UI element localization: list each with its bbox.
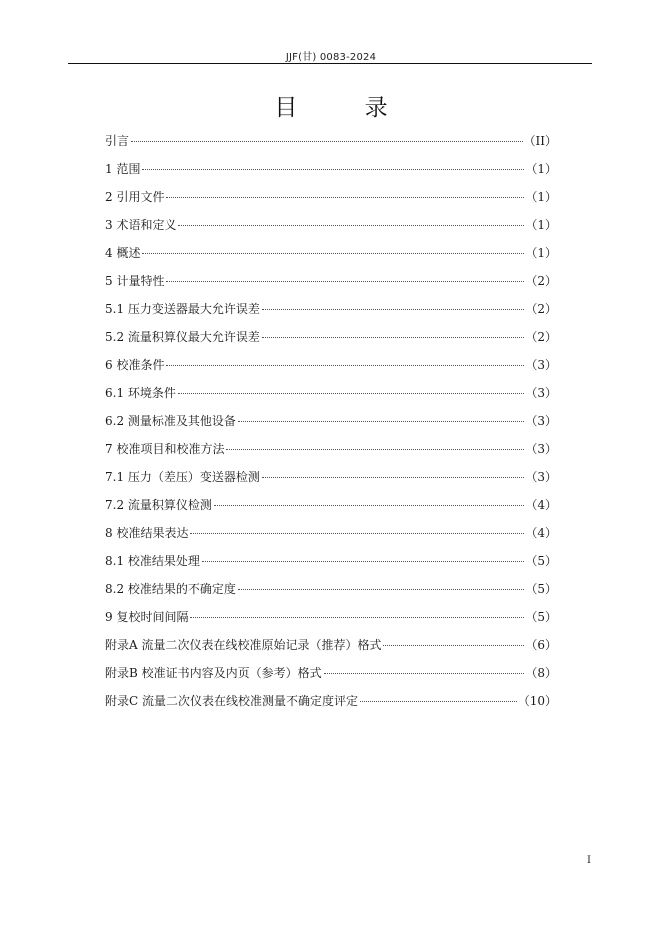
dot-leader	[360, 701, 517, 702]
toc-entry[interactable]	[105, 690, 557, 718]
toc-entry[interactable]	[105, 354, 557, 382]
header-divider	[68, 63, 592, 64]
toc-entry-page: （II）	[523, 134, 557, 148]
toc-entry-page: （5）	[525, 610, 557, 624]
dot-leader	[178, 393, 524, 394]
toc-entry-page: （2）	[525, 274, 557, 288]
dot-leader	[262, 309, 524, 310]
toc-entry-page: （1）	[525, 190, 557, 204]
toc-entry-page: （3）	[525, 442, 557, 456]
page-number: I	[587, 855, 591, 866]
toc-entry-label: 附录B 校准证书内容及内页（参考）格式	[105, 666, 322, 680]
table-of-contents	[105, 130, 557, 718]
toc-entry-page: （4）	[525, 498, 557, 512]
toc-entry-label: 7 校准项目和校准方法	[105, 442, 225, 456]
toc-entry-page: （3）	[525, 386, 557, 400]
toc-entry-page: （2）	[525, 302, 557, 316]
toc-entry[interactable]	[105, 466, 557, 494]
dot-leader	[238, 421, 524, 422]
toc-entry[interactable]	[105, 550, 557, 578]
toc-entry-label: 4 概述	[105, 246, 141, 260]
toc-entry-page: （2）	[525, 330, 557, 344]
dot-leader	[238, 589, 524, 590]
toc-entry[interactable]	[105, 214, 557, 242]
dot-leader	[226, 449, 524, 450]
toc-entry-label: 附录A 流量二次仪表在线校准原始记录（推荐）格式	[105, 638, 382, 652]
toc-entry-label: 8.2 校准结果的不确定度	[105, 582, 236, 596]
toc-entry-page: （3）	[525, 414, 557, 428]
toc-entry-page: （10）	[517, 694, 557, 708]
toc-entry[interactable]	[105, 522, 557, 550]
dot-leader	[324, 673, 525, 674]
toc-entry-label: 7.2 流量积算仪检测	[105, 498, 212, 512]
toc-entry-label: 7.1 压力（差压）变送器检测	[105, 470, 260, 484]
toc-entry[interactable]	[105, 410, 557, 438]
toc-entry-page: （3）	[525, 470, 557, 484]
toc-entry-page: （4）	[525, 526, 557, 540]
dot-leader	[202, 561, 524, 562]
dot-leader	[214, 505, 524, 506]
dot-leader	[190, 533, 524, 534]
document-header: JJF(甘) 0083-2024	[285, 52, 377, 63]
dot-leader	[383, 645, 524, 646]
dot-leader	[166, 197, 524, 198]
toc-entry-page: （5）	[525, 554, 557, 568]
toc-entry-page: （3）	[525, 358, 557, 372]
toc-entry-label: 5 计量特性	[105, 274, 165, 288]
toc-entry[interactable]	[105, 186, 557, 214]
toc-entry[interactable]	[105, 606, 557, 634]
toc-entry-label: 3 术语和定义	[105, 218, 177, 232]
dot-leader	[166, 365, 524, 366]
dot-leader	[262, 337, 524, 338]
toc-entry-label: 2 引用文件	[105, 190, 165, 204]
toc-entry[interactable]	[105, 494, 557, 522]
toc-entry-label: 5.1 压力变送器最大允许误差	[105, 302, 260, 316]
dot-leader	[190, 617, 524, 618]
toc-entry[interactable]	[105, 634, 557, 662]
toc-entry-label: 8 校准结果表达	[105, 526, 189, 540]
toc-entry-label: 5.2 流量积算仪最大允许误差	[105, 330, 260, 344]
dot-leader	[131, 141, 523, 142]
dot-leader	[178, 225, 524, 226]
dot-leader	[262, 477, 524, 478]
toc-entry-label: 9 复校时间间隔	[105, 610, 189, 624]
toc-entry-page: （8）	[525, 666, 557, 680]
toc-entry-page: （1）	[525, 162, 557, 176]
dot-leader	[142, 169, 524, 170]
dot-leader	[142, 253, 524, 254]
toc-entry-label: 引言	[105, 134, 130, 148]
toc-entry[interactable]	[105, 298, 557, 326]
toc-entry-label: 6.2 测量标准及其他设备	[105, 414, 236, 428]
page-title: 目 录	[274, 95, 418, 121]
dot-leader	[166, 281, 524, 282]
toc-entry-label: 6 校准条件	[105, 358, 165, 372]
toc-entry[interactable]	[105, 130, 557, 158]
toc-entry[interactable]	[105, 578, 557, 606]
toc-entry-page: （1）	[525, 246, 557, 260]
toc-entry-page: （5）	[525, 582, 557, 596]
toc-entry-label: 8.1 校准结果处理	[105, 554, 200, 568]
toc-entry[interactable]	[105, 270, 557, 298]
toc-entry[interactable]	[105, 662, 557, 690]
toc-entry-label: 6.1 环境条件	[105, 386, 176, 400]
toc-entry-label: 1 范围	[105, 162, 141, 176]
toc-entry[interactable]	[105, 158, 557, 186]
toc-entry[interactable]	[105, 326, 557, 354]
toc-entry[interactable]	[105, 242, 557, 270]
toc-entry-page: （1）	[525, 218, 557, 232]
toc-entry[interactable]	[105, 438, 557, 466]
toc-entry-page: （6）	[525, 638, 557, 652]
toc-entry-label: 附录C 流量二次仪表在线校准测量不确定度评定	[105, 694, 358, 708]
toc-entry[interactable]	[105, 382, 557, 410]
